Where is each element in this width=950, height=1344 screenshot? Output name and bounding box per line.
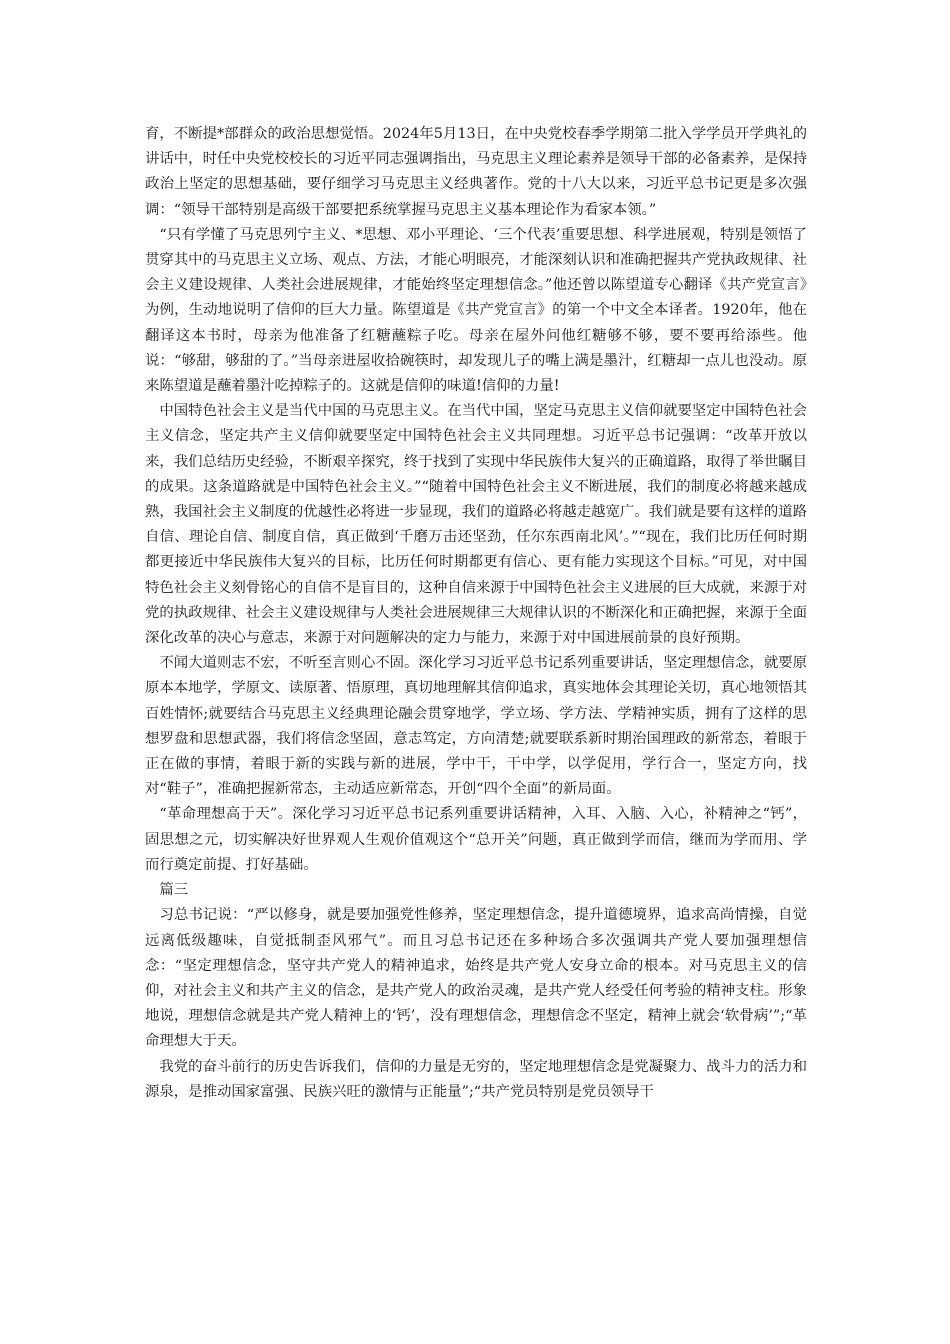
paragraph-7: 我党的奋斗前行的历史告诉我们，信仰的力量是无穷的，坚定地理想信念是党凝聚力、战斗力的活力和源泉，是推动国家富强、民族兴旺的激情与正能量”;“共产党员特别是党员领导干 [145, 1058, 807, 1100]
paragraph-1: 育，不断提*部群众的政治思想觉悟。2024年5月13日，在中央党校春季学期第二批入学学员开学典礼的讲话中，时任中央党校校长的习近平同志强调指出，马克思主义理论素养是领导干部的必备素养，是保持政治上坚定的思想基础，要仔细学习马克思主义经典著作。党的十八大以来，习近平总书记更是多次强调：“领导干部特别是高级干部要把系统掌握马克思主义基本理论作为看家本领。” [145, 126, 807, 218]
paragraph-4: 不闻大道则志不宏，不听至言则心不固。深化学习习近平总书记系列重要讲话，坚定理想信念，就要原原本本地学，学原文、读原著、悟原理，真切地理解其信仰追求，真实地体会其理论关切，真心地领悟其百姓情怀;就要结合马克思主义经典理论融会贯穿地学，学立场、学方法、学精神实质，拥有了这样的思想罗盘和思想武器，我们将信念坚固，意志笃定，方向清楚;就要联系新时期治国理政的新常态，着眼于正在做的事情，着眼于新的实践与新的进展，学中干，干中学，以学促用，学行合一，坚定方向，找对“鞋子”，准确把握新常态，主动适应新常态，开创“四个全面”的新局面。 [145, 655, 807, 798]
paragraph-5: “革命理想高于天”。深化学习习近平总书记系列重要讲话精神，入耳、入脑、入心，补精神之“钙”，固思想之元，切实解决好世界观人生观价值观这个“总开关”问题，真正做到学而信，继而为学而用、学而行奠定前提、打好基础。 [145, 806, 807, 873]
paragraph-3: 中国特色社会主义是当代中国的马克思主义。在当代中国，坚定马克思主义信仰就要坚定中国特色社会主义信念，坚定共产主义信仰就要坚定中国特色社会主义共同理想。习近平总书记强调：“改革开放以来，我们总结历史经验，不断艰辛探究，终于找到了实现中华民族伟大复兴的正确道路，取得了举世瞩目的成果。这条道路就是中国特色社会主义。”“随着中国特色社会主义不断进展，我们的制度必将越来越成熟，我国社会主义制度的优越性必将进一步显现，我们的道路必将越走越宽广。我们就是要有这样的道路自信、理论自信、制度自信，真正做到‘千磨万击还坚劲，任尔东西南北风’。”“现在，我们比历任何时期都更接近中华民族伟大复兴的目标，比历任何时期都更有信心、更有能力实现这个目标。”可见，对中国特色社会主义刻骨铭心的自信不是盲目的，这种自信来源于中国特色社会主义进展的巨大成就，来源于对党的执政规律、社会主义建设规律与人类社会进展规律三大规律认识的不断深化和正确把握，来源于全面深化改革的决心与意志，来源于对问题解决的定力与能力，来源于对中国进展前景的良好预期。 [145, 403, 807, 647]
paragraph-2: “只有学懂了马克思列宁主义、*思想、邓小平理论、‘三个代表’重要思想、科学进展观，特别是领悟了贯穿其中的马克思主义立场、观点、方法，才能心明眼亮，才能深刻认识和准确把握共产党执政规律、社会主义建设规律、人类社会进展规律，才能始终坚定理想信念。”他还曾以陈望道专心翻译《共产党宣言》为例，生动地说明了信仰的巨大力量。陈望道是《共产党宣言》的第一个中文全本译者。1920年，他在翻译这本书时，母亲为他准备了红糖蘸粽子吃。母亲在屋外问他红糖够不够，要不要再给添些。他说：“够甜，够甜的了。”当母亲进屋收拾碗筷时，却发现儿子的嘴上满是墨汁，红糖却一点儿也没动。原来陈望道是蘸着墨汁吃掉粽子的。这就是信仰的味道!信仰的力量! [145, 226, 807, 395]
section-heading: 篇三 [159, 882, 189, 899]
document-body [145, 122, 807, 1105]
paragraph-6: 习总书记说：“严以修身，就是要加强党性修养，坚定理想信念，提升道德境界，追求高尚情操，自觉远离低级趣味，自觉抵制歪风邪气”。而且习总书记还在多种场合多次强调共产党人要加强理想信念：“坚定理想信念，坚守共产党人的精神追求，始终是共产党人安身立命的根本。对马克思主义的信仰，对社会主义和共产主义的信念，是共产党人的政治灵魂，是共产党人经受任何考验的精神支柱。形象地说，理想信念就是共产党人精神上的‘钙’，没有理想信念，理想信念不坚定，精神上就会‘软骨病’”;“革命理想大于天。 [145, 907, 807, 1050]
